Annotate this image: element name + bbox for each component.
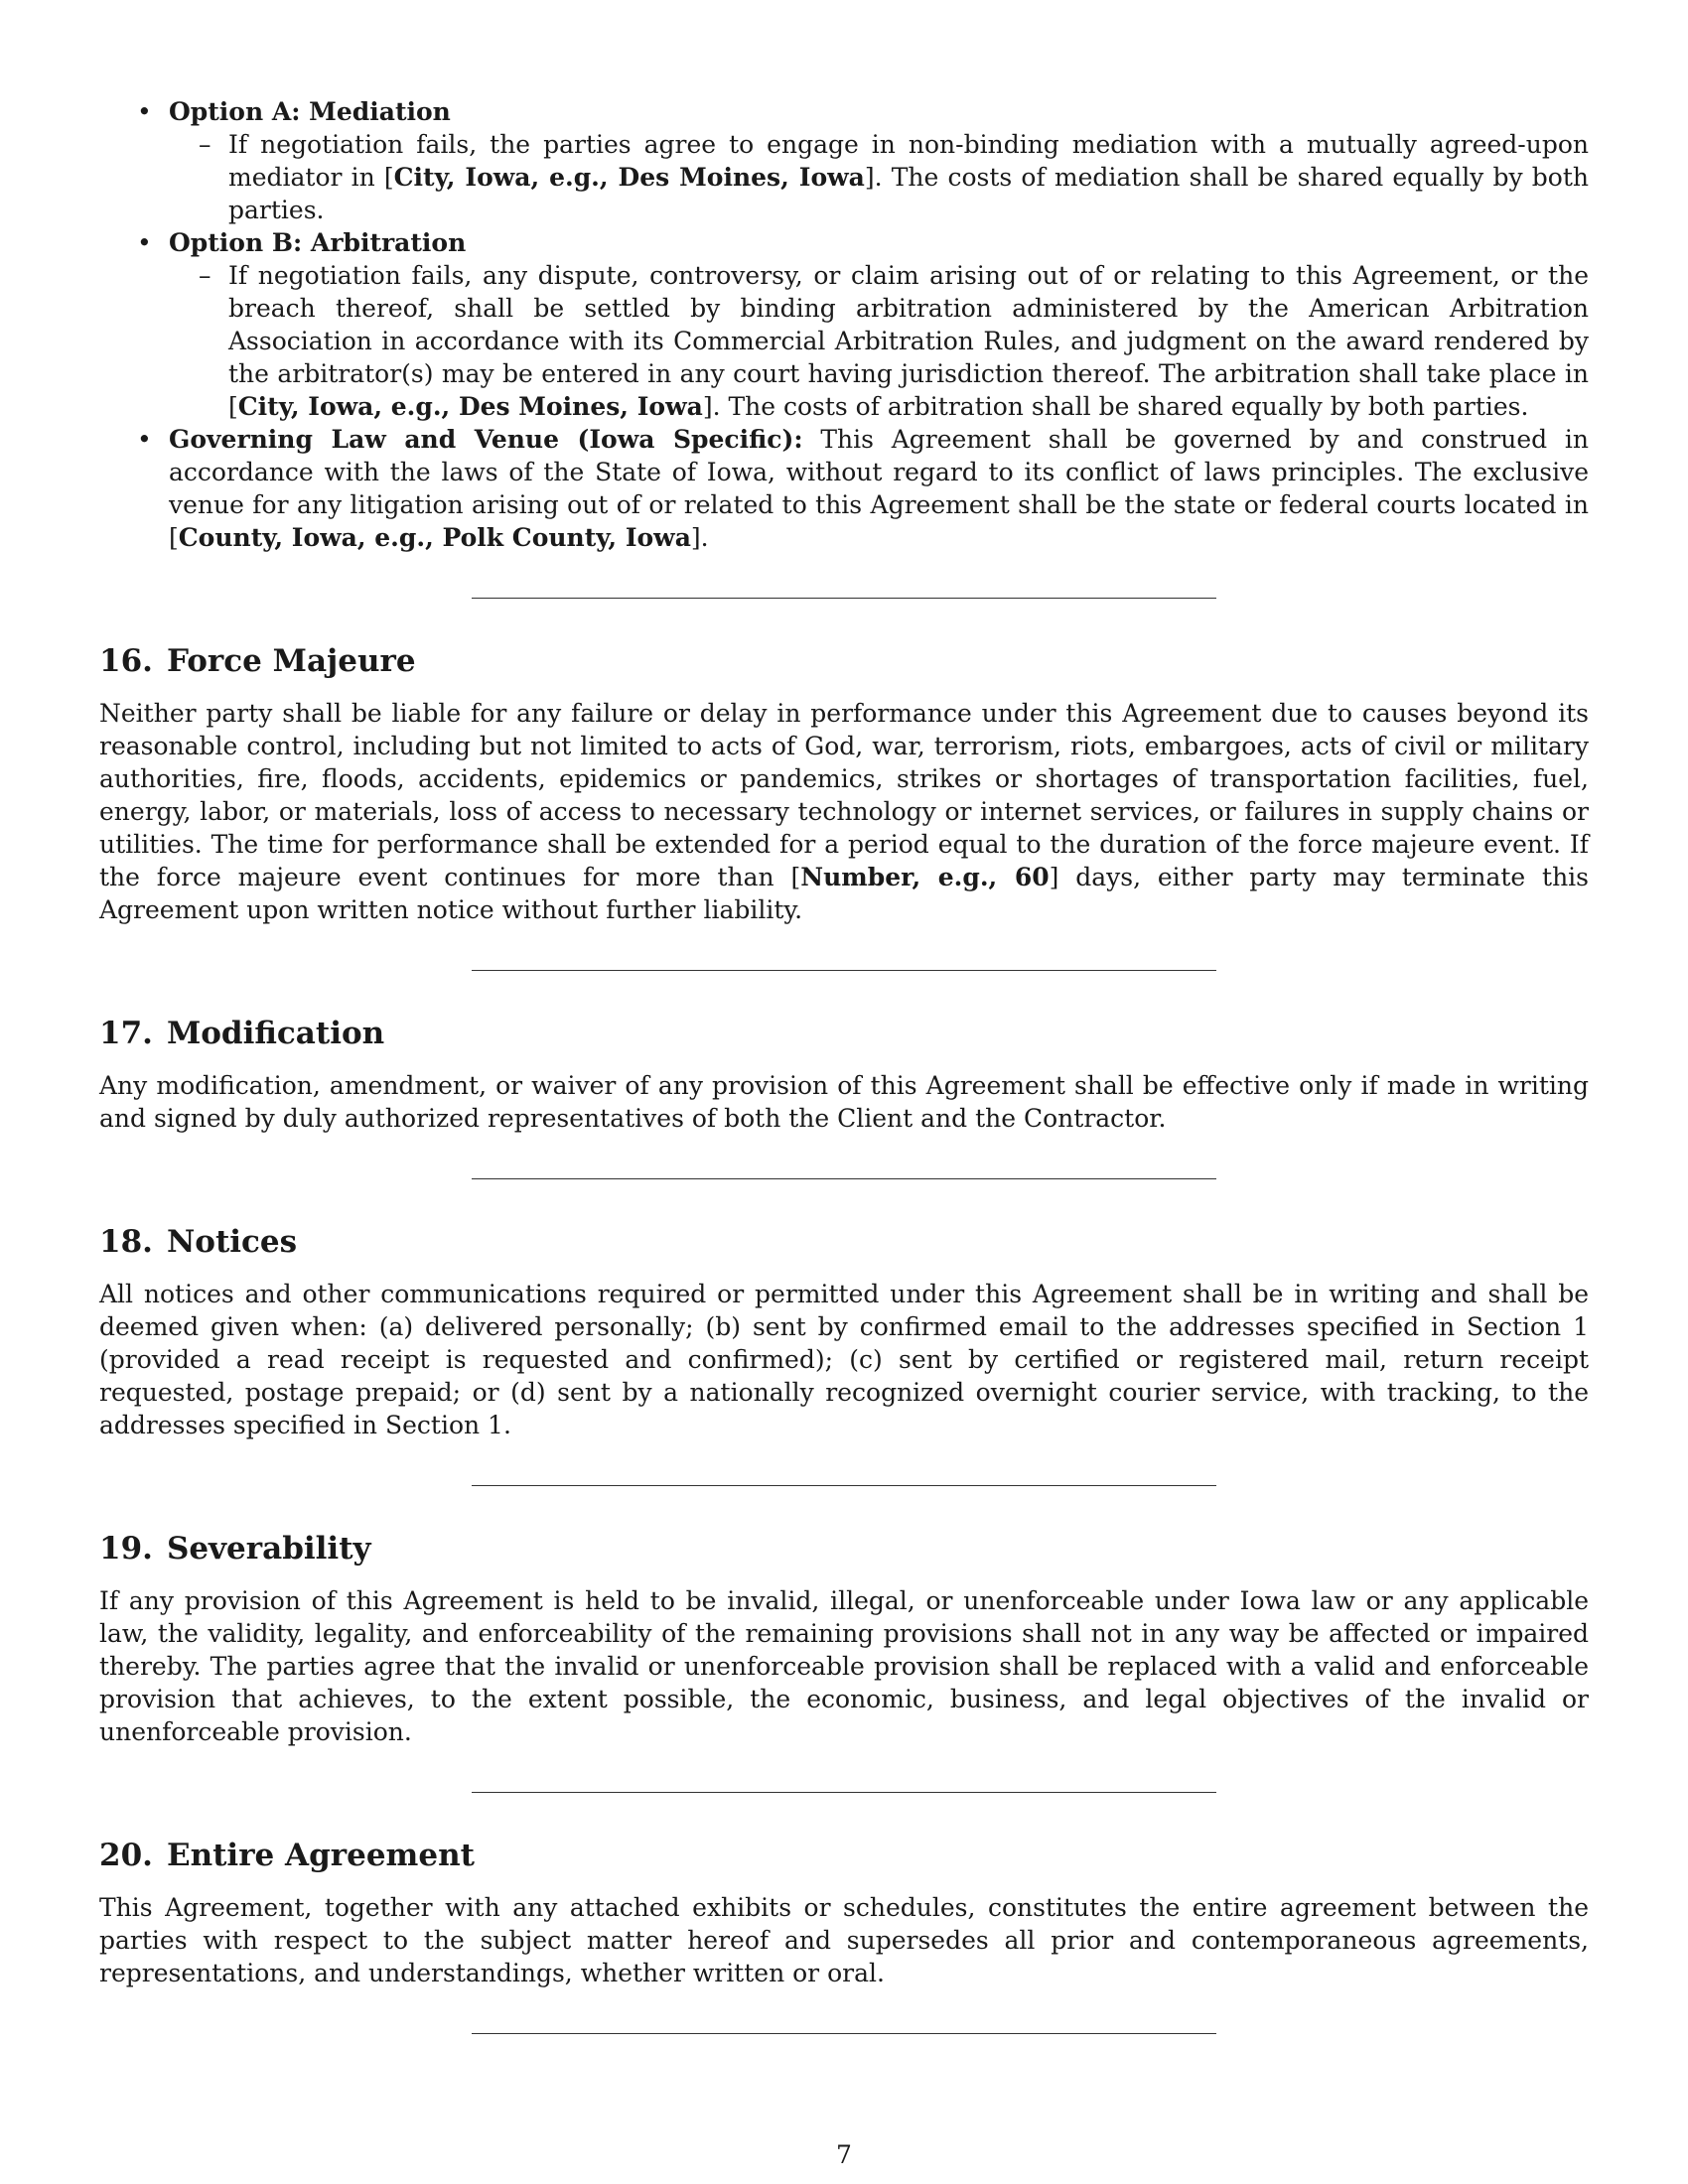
section-16-number: 16. xyxy=(99,643,153,679)
section-divider xyxy=(472,598,1216,599)
section-16-text-2: ] days, either party may terminate this Agreement upon written notice without further liability. xyxy=(99,863,1589,924)
document-page xyxy=(99,95,1589,2034)
option-b-text-2: ]. The costs of arbitration shall be shared equally by both parties. xyxy=(702,392,1529,421)
section-divider xyxy=(472,1485,1216,1486)
option-b-city-placeholder: City, Iowa, e.g., Des Moines, Iowa xyxy=(237,392,703,421)
section-16-number-placeholder: Number, e.g., 60 xyxy=(800,863,1050,891)
section-20-title: Entire Agreement xyxy=(166,1838,475,1873)
list-item-governing-law xyxy=(99,423,1589,554)
section-20-body: This Agreement, together with any attached exhibits or schedules, constitutes the entire agreement between the parties with respect to the subject matter hereof and supersedes all prior and contemporaneous agreements, representations, and understandings, whether written or oral. xyxy=(99,1893,1589,1987)
section-16-title: Force Majeure xyxy=(166,643,416,679)
section-19-title: Severability xyxy=(166,1531,371,1567)
section-18-body: All notices and other communications required or permitted under this Agreement shall be in writing and shall be deemed given when: (a) delivered personally; (b) sent by confirmed email to the addresses specified in Section 1 (provided a read receipt is requested and confirmed); (c) sent by certified or registered mail, return receipt requested, postage prepaid; or (d) sent by a nationally recognized overnight courier service, with tracking, to the addresses specified in Section 1. xyxy=(99,1280,1589,1439)
section-20-heading xyxy=(99,1837,1589,1874)
option-b-text-1: If negotiation fails, any dispute, controversy, or claim arising out of or relating to this Agreement, or the breach thereof, shall be settled by binding arbitration administered by the American Arbitration Association in accordance with its Commercial Arbitration Rules, and judgment on the award rendered by the arbitrator(s) may be entered in any court having jurisdiction thereof. The arbitration shall take place in [ xyxy=(228,261,1589,421)
section-divider xyxy=(472,1792,1216,1793)
option-b-sublist xyxy=(169,259,1589,423)
section-20-number: 20. xyxy=(99,1838,153,1873)
section-19-number: 19. xyxy=(99,1531,153,1567)
section-19-body: If any provision of this Agreement is held to be invalid, illegal, or unenforceable under Iowa law or any applicable law, the validity, legality, and enforceability of the remaining provisions shall not in any way be affected or impaired thereby. The parties agree that the invalid or unenforceable provision shall be replaced with a valid and enforceable provision that achieves, to the extent possible, the economic, business, and legal objectives of the invalid or unenforceable provision. xyxy=(99,1586,1589,1746)
governing-law-title: Governing Law and Venue (Iowa Specific): xyxy=(169,425,803,454)
section-19-heading xyxy=(99,1530,1589,1568)
section-17-body: Any modification, amendment, or waiver of any provision of this Agreement shall be effective only if made in writing and signed by duly authorized representatives of both the Client and the Contractor. xyxy=(99,1071,1589,1133)
option-b-detail xyxy=(169,259,1589,423)
governing-law-text-1: This Agreement shall be governed by and construed in accordance with the laws of the State of Iowa, without regard to its conflict of laws principles. The exclusive venue for any litigation arising out of or related to this Agreement shall be the state or federal courts located in [ xyxy=(169,425,1589,552)
list-item-option-a xyxy=(99,95,1589,226)
dispute-resolution-list xyxy=(99,95,1589,554)
option-a-detail xyxy=(169,128,1589,226)
section-16-text-1: Neither party shall be liable for any failure or delay in performance under this Agreement due to causes beyond its reasonable control, including but not limited to acts of God, war, terrorism, riots, embargoes, acts of civil or military authorities, fire, floods, accidents, epidemics or pandemics, strikes or shortages of transportation facilities, fuel, energy, labor, or materials, loss of access to necessary technology or internet services, or failures in supply chains or utilities. The time for performance shall be extended for a period equal to the duration of the force majeure event. If the force majeure event continues for more than [ xyxy=(99,699,1589,891)
option-a-text-1: If negotiation fails, the parties agree to engage in non-binding mediation with a mutually agreed-upon mediator in [ xyxy=(228,130,1589,192)
option-a-sublist xyxy=(169,128,1589,226)
section-18-heading xyxy=(99,1223,1589,1261)
section-divider xyxy=(472,2033,1216,2034)
section-17-title: Modification xyxy=(166,1016,385,1051)
governing-law-county-placeholder: County, Iowa, e.g., Polk County, Iowa xyxy=(178,523,691,552)
section-17-number: 17. xyxy=(99,1016,153,1051)
section-18-title: Notices xyxy=(166,1224,298,1260)
page-number: 7 xyxy=(836,2140,852,2169)
section-16-body xyxy=(99,697,1589,926)
option-b-title: Option B: Arbitration xyxy=(169,228,467,257)
option-a-title: Option A: Mediation xyxy=(169,97,451,126)
section-17-heading xyxy=(99,1015,1589,1052)
governing-law-text-2: ]. xyxy=(690,523,709,552)
list-item-option-b xyxy=(99,226,1589,423)
section-divider xyxy=(472,970,1216,971)
option-a-text-2: ]. The costs of mediation shall be shared equally by both parties. xyxy=(228,163,1589,224)
section-18-number: 18. xyxy=(99,1224,153,1260)
option-a-city-placeholder: City, Iowa, e.g., Des Moines, Iowa xyxy=(393,163,865,192)
section-divider xyxy=(472,1178,1216,1179)
section-16-heading xyxy=(99,642,1589,680)
